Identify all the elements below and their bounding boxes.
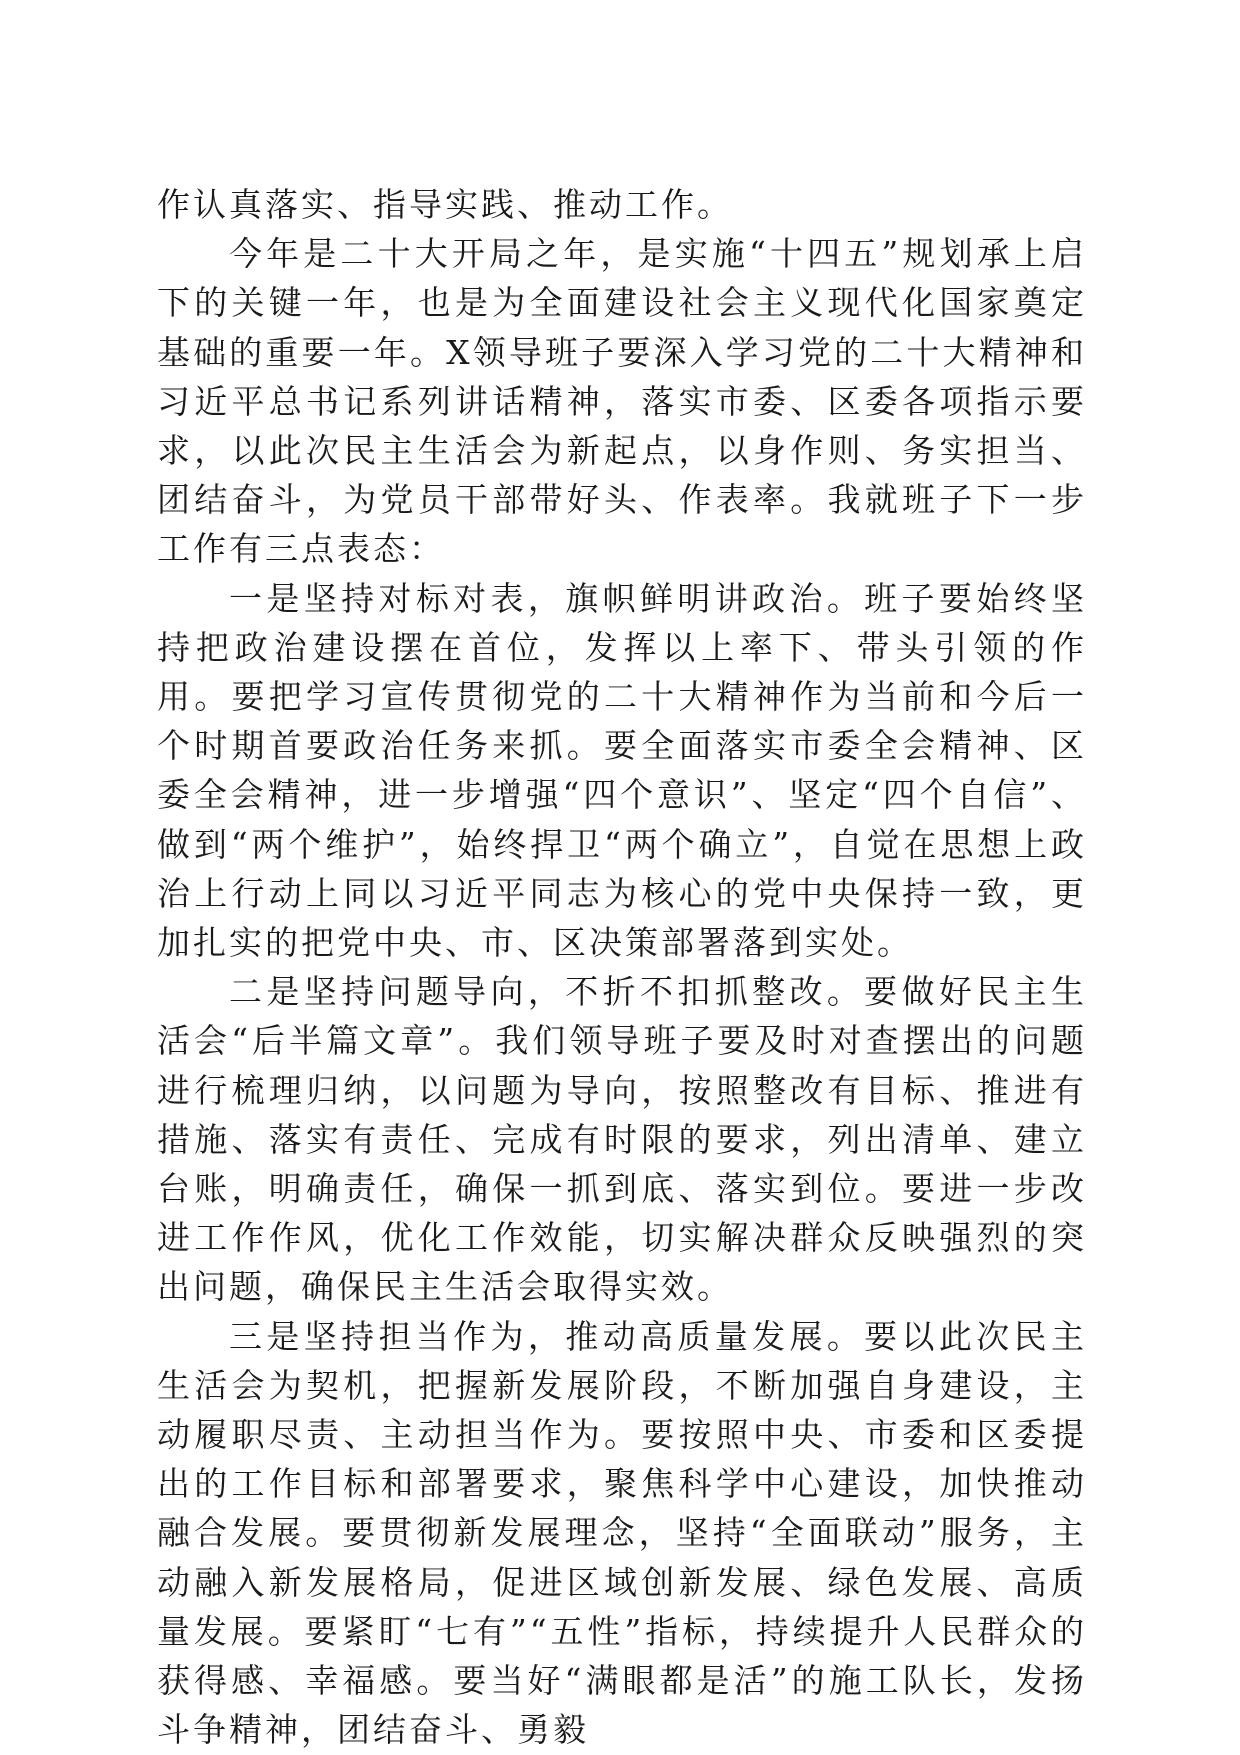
paragraph-continuation: 作认真落实、指导实践、推动工作。 xyxy=(157,185,733,224)
document-body xyxy=(157,180,1087,1755)
paragraph-point-three: 三是坚持担当作为，推动高质量发展。要以此次民主生活会为契机，把握新发展阶段，不断加强自身建设，主动履职尽责、主动担当作为。要按照中央、市委和区委提出的工作目标和部署要求，聚焦科学中心建设，加快推动融合发展。要贯彻新发展理念，坚持“全面联动”服务，主动融入新发展格局，促进区域创新发展、绿色发展、高质量发展。要紧盯“七有”“五性”指标，持续提升人民群众的获得感、幸福感。要当好“满眼都是活”的施工队长，发扬斗争精神，团结奋斗、勇毅 xyxy=(157,1316,1087,1750)
paragraph-intro: 今年是二十大开局之年，是实施“十四五”规划承上启下的关键一年，也是为全面建设社会主义现代化国家奠定基础的重要一年。X领导班子要深入学习党的二十大精神和习近平总书记系列讲话精神，落实市委、区委各项指示要求，以此次民主生活会为新起点，以身作则、务实担当、团结奋斗，为党员干部带好头、作表率。我就班子下一步工作有三点表态： xyxy=(157,234,1087,569)
paragraph-point-two: 二是坚持问题导向，不折不扣抓整改。要做好民主生活会“后半篇文章”。我们领导班子要及时对查摆出的问题进行梳理归纳，以问题为导向，按照整改有目标、推进有措施、落实有责任、完成有时限的要求，列出清单、建立台账，明确责任，确保一抓到底、落实到位。要进一步改进工作作风，优化工作效能，切实解决群众反映强烈的突出问题，确保民主生活会取得实效。 xyxy=(157,972,1087,1307)
paragraph-point-one: 一是坚持对标对表，旗帜鲜明讲政治。班子要始终坚持把政治建设摆在首位，发挥以上率下、带头引领的作用。要把学习宣传贯彻党的二十大精神作为当前和今后一个时期首要政治任务来抓。要全面落实市委全会精神、区委全会精神，进一步增强“四个意识”、坚定“四个自信”、做到“两个维护”，始终捍卫“两个确立”，自觉在思想上政治上行动上同以习近平同志为核心的党中央保持一致，更加扎实的把党中央、市、区决策部署落到实处。 xyxy=(157,578,1087,963)
